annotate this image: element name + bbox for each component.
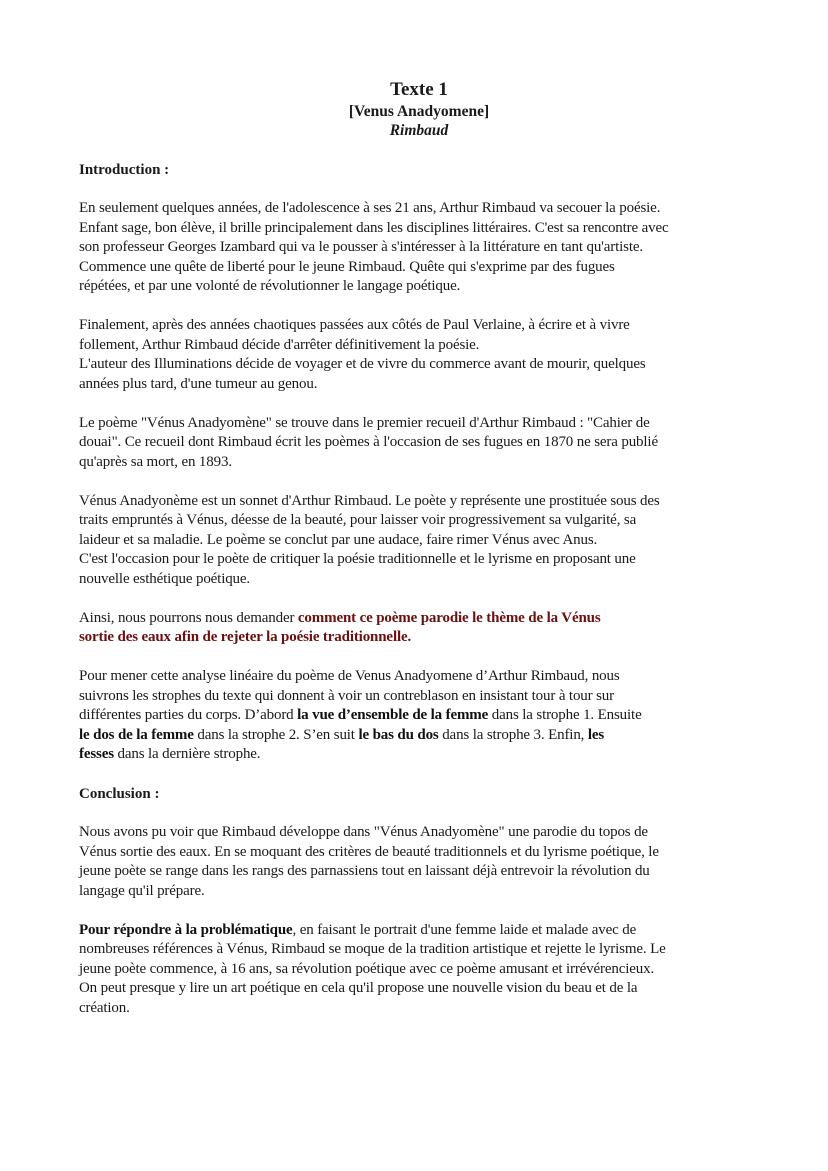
problematique-question: sortie des eaux afin de rejeter la poésie traditionnelle. (79, 629, 412, 645)
text-line: répétées, et par une volonté de révolutionner le langage poétique. (79, 278, 461, 294)
text-fragment: dans la strophe 3. Enfin, (438, 726, 588, 743)
problematique-paragraph (79, 609, 759, 648)
conclusion-bold-lead: Pour répondre à la problématique (79, 921, 293, 938)
text-fragment: dans la dernière strophe. (113, 746, 261, 762)
conclusion-paragraph-1 (79, 823, 759, 901)
text-line: Pour mener cette analyse linéaire du poème de Venus Anadyomene d’Arthur Rimbaud, nous (79, 668, 620, 684)
text-line: Enfant sage, bon élève, il brille principalement dans les disciplines littéraires. C'est sa rencontre avec (79, 219, 669, 236)
introduction-heading: Introduction : (79, 162, 170, 178)
text-line: son professeur Georges Izambard qui va le pousser à s'intéresser à la littérature en tant qu'artiste. (79, 239, 643, 255)
plan-part-3: le bas du dos (358, 726, 439, 743)
document-page (79, 78, 759, 1038)
text-line: nouvelle esthétique poétique. (79, 570, 251, 587)
intro-paragraph-2 (79, 316, 759, 394)
text-line: traits empruntés à Vénus, déesse de la beauté, pour laisser voir progressivement sa vulgarité, sa (79, 512, 637, 528)
text-line: Finalement, après des années chaotiques passées aux côtés de Paul Verlaine, à écrire et à vivre (79, 317, 630, 333)
plan-part-4: fesses (79, 746, 114, 762)
text-line: langage qu'il prépare. (79, 882, 205, 899)
text-line: Vénus Anadyonème est un sonnet d'Arthur Rimbaud. Le poète y représente une prostituée sous des (79, 492, 660, 509)
text-line: jeune poète se range dans les rangs des parnassiens tout en laissant déjà entrevoir la révolution du (79, 863, 650, 879)
text-line: nombreuses références à Vénus, Rimbaud se moque de la tradition artistique et rejette le lyrisme. Le (79, 941, 666, 957)
title-block (79, 78, 759, 140)
text-line: années plus tard, d'une tumeur au genou. (79, 375, 318, 392)
text-line: jeune poète commence, à 16 ans, sa révolution poétique avec ce poème amusant et irrévérencieux. (79, 960, 655, 977)
problematique-question: comment ce poème parodie le thème de la Vénus (297, 609, 601, 626)
text-line: Commence une quête de liberté pour le jeune Rimbaud. Quête qui s'exprime par des fugues (79, 258, 615, 275)
text-line: Vénus sortie des eaux. En se moquant des critères de beauté traditionnels et du lyrisme poétique, le (79, 843, 659, 860)
text-line: laideur et sa maladie. Le poème se conclut par une audace, faire rimer Vénus avec Anus. (79, 531, 598, 548)
text-line: Nous avons pu voir que Rimbaud développe dans "Vénus Anadyomène" une parodie du topos de (79, 824, 648, 840)
text-line: C'est l'occasion pour le poète de critiquer la poésie traditionnelle et le lyrisme en proposant une (79, 551, 636, 567)
text-fragment: , en faisant le portrait d'une femme laide et malade avec de (292, 921, 637, 938)
text-line: suivrons les strophes du texte qui donnent à voir un contreblason en insistant tour à tour sur (79, 687, 614, 704)
document-author: Rimbaud (389, 122, 449, 139)
text-fragment: différentes parties du corps. D’abord (79, 707, 298, 723)
text-line: En seulement quelques années, de l'adolescence à ses 21 ans, Arthur Rimbaud va secouer la poésie. (79, 200, 661, 216)
plan-part-1: la vue d’ensemble de la femme (297, 707, 489, 723)
text-line: follement, Arthur Rimbaud décide d'arrêter définitivement la poésie. (79, 336, 480, 353)
text-line: création. (79, 999, 130, 1016)
text-fragment: dans la strophe 2. S’en suit (193, 726, 359, 743)
problematique-lead: Ainsi, nous pourrons nous demander (79, 609, 298, 626)
text-line: Le poème "Vénus Anadyomène" se trouve dans le premier recueil d'Arthur Rimbaud : "Cahier de (79, 414, 650, 431)
document-subtitle: [Venus Anadyomene] (348, 103, 490, 120)
text-line: L'auteur des Illuminations décide de voyager et de vivre du commerce avant de mourir, quelques (79, 356, 646, 372)
text-line: On peut presque y lire un art poétique en cela qu'il propose une nouvelle vision du beau et de la (79, 980, 638, 996)
text-fragment: dans la strophe 1. Ensuite (488, 707, 642, 723)
intro-paragraph-4 (79, 492, 759, 590)
document-title: Texte 1 (390, 79, 448, 100)
plan-part-2: le dos de la femme (79, 726, 194, 743)
text-line: qu'après sa mort, en 1893. (79, 453, 232, 470)
intro-paragraph-1 (79, 199, 759, 297)
conclusion-heading: Conclusion : (79, 786, 160, 802)
text-line: douai". Ce recueil dont Rimbaud écrit les poèmes à l'occasion de ses fugues en 1870 ne sera publié (79, 434, 658, 450)
plan-paragraph (79, 667, 759, 765)
intro-paragraph-3 (79, 414, 759, 473)
plan-part-4: les (587, 726, 605, 743)
conclusion-paragraph-2 (79, 921, 759, 1019)
